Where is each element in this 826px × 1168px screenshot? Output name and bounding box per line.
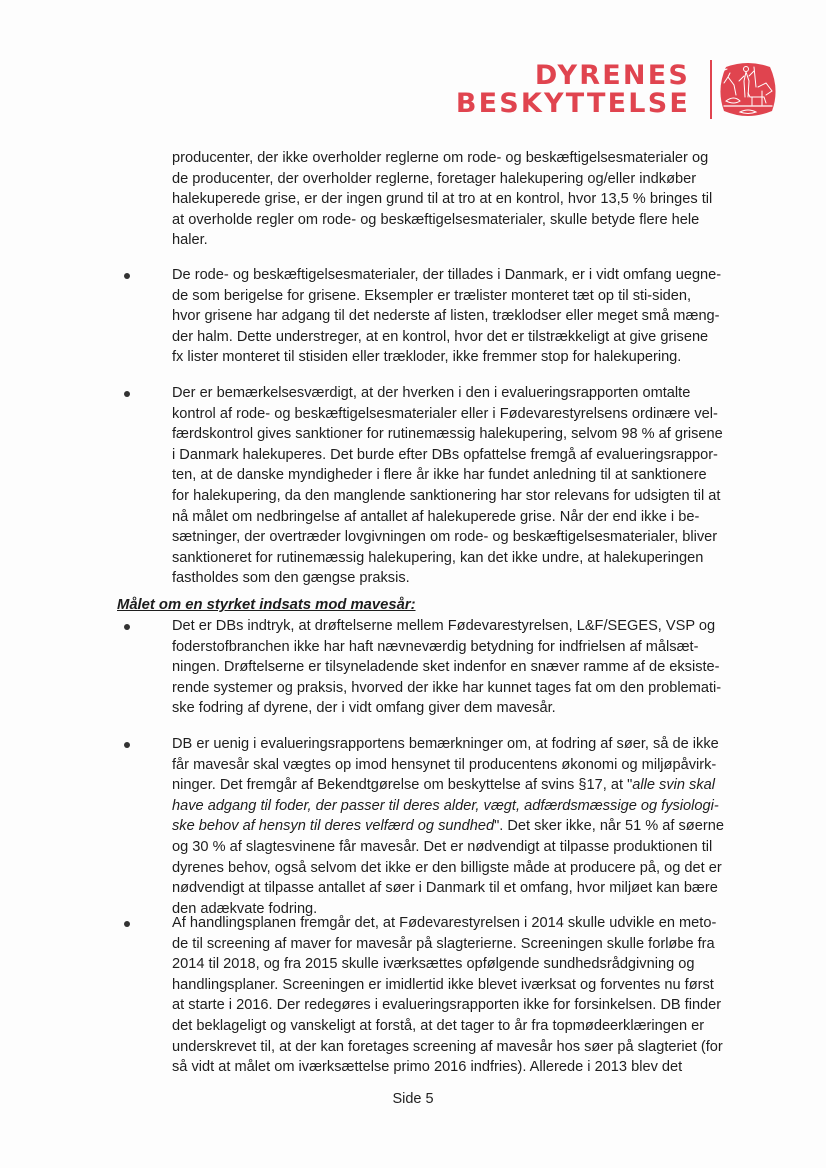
logo-line-2: BESKYTTELSE (455, 88, 690, 119)
text-span: ". Det sker ikke, når 51 % af søerne (494, 818, 724, 835)
bullet-icon (124, 391, 132, 399)
logo-line-1: DYRENES (534, 60, 690, 91)
text-line: halekuperede grise, er der ingen grund til at tro at en kontrol, hvor 13,5 % bringes til (172, 191, 713, 208)
text-line: ten, at de danske myndigheder i flere år ikke har fundet anledning til at sanktionere (172, 467, 707, 484)
bullet-paragraph-sanctions (172, 383, 723, 589)
text-line: for halekupering, da den manglende sanktionering har stor relevans for udsigten til at (172, 487, 721, 504)
text-line: og 30 % af slagtesvinene får mavesår. Det er nødvendigt at tilpasse produktionen til (172, 838, 713, 855)
text-line: Det er DBs indtryk, at drøftelserne mellem Fødevarestyrelsen, L&F/SEGES, VSP og (172, 618, 716, 634)
text-line: underskrevet til, at der kan foretages screening af mavesår hos søer på slagteriet (for (172, 1038, 723, 1055)
text-line: nå målet om nedbringelse af antallet af halekuperede grise. Når der end ikke i be- (172, 508, 700, 525)
quoted-regulation: alle svin skal (632, 777, 715, 794)
text-line: DB er uenig i evalueringsrapportens bemærkninger om, at fodring af søer, så de ikke (172, 736, 719, 752)
text-line: De rode- og beskæftigelsesmaterialer, der tillades i Danmark, er i vidt omfang uegne- (172, 267, 722, 283)
text-line: får mavesår skal vægtes op imod hensynet til producentens økonomi og miljøpåvirk- (172, 756, 717, 773)
bullet-paragraph-screening (172, 913, 723, 1078)
text-line: rende systemer og praksis, hvorved der ikke har kunnet tages fat om den problemati- (172, 679, 722, 696)
text-line: ningen. Drøftelserne er tilsyneladende sket indenfor en snæver ramme af de eksiste- (172, 659, 720, 676)
text-line: sætninger, der overtræder lovgivningen om rode- og beskæftigelsesmaterialer, bliver (172, 529, 718, 546)
text-line: Der er bemærkelsesværdigt, at der hverken i den i evalueringsrapporten omtalte (172, 385, 691, 401)
text-line: at starte i 2016. Der redegøres i evalueringsrapporten ikke for forsinkelsen. DB finder (172, 997, 722, 1014)
text-line: haler. (172, 232, 208, 249)
text-line: handlingsplaner. Screeningen er imidlertid ikke blevet iværksat og forventes nu først (172, 976, 714, 993)
text-line: de producenter, der overholder reglerne, foretager halekupering og/eller indkøber (172, 170, 697, 187)
bullet-icon (124, 273, 132, 281)
bullet-paragraph-feeding (172, 734, 724, 919)
bullet-paragraph-discussions (172, 616, 722, 719)
bullet-paragraph-enrichment-materials (172, 265, 722, 368)
text-line: dyrenes behov, også selvom det ikke er den billigste måde at producere på, og det er (172, 859, 722, 876)
text-line: det beklageligt og vanskeligt at forstå, at det tager to år fra topmødeerklæringen er (172, 1017, 705, 1034)
text-line: i Danmark halekuperes. Det burde efter DBs opfattelse fremgå af evalueringsrappor- (172, 446, 718, 463)
text-line: producenter, der ikke overholder reglerne om rode- og beskæftigelsesmaterialer og (172, 150, 709, 166)
text-line: Af handlingsplanen fremgår det, at Fødevarestyrelsen i 2014 skulle udvikle en meto- (172, 915, 717, 931)
text-line: hvor grisene har adgang til det nederste af listen, træklodser eller meget små mæng- (172, 308, 720, 325)
text-line (172, 816, 724, 837)
text-line: 2014 til 2018, og fra 2015 skulle iværksættes opfølgende sundhedsrådgivning og (172, 956, 695, 973)
animal-protection-seal-icon (718, 61, 778, 119)
text-line (172, 775, 715, 796)
text-span: ninger. Det fremgår af Bekendtgørelse om beskyttelse af svins §17, at " (172, 777, 633, 794)
text-line: foderstofbranchen ikke har haft nævneværdig betydning for indfrielsen af målsæt- (172, 638, 699, 655)
text-line: sanktioneret for rutinemæssig halekupering, kan det ikke undre, at halekuperingen (172, 549, 704, 566)
bullet-icon (124, 742, 132, 750)
logo-wordmark (456, 62, 690, 118)
text-line: den adækvate fodring. (172, 900, 318, 917)
section-heading: Målet om en styrket indsats mod mavesår: (117, 597, 416, 613)
text-line: nødvendigt at tilpasse antallet af søer i Danmark til et omfang, hvor miljøet kan bære (172, 880, 718, 897)
quoted-regulation: ske behov af hensyn til deres velfærd og sundhed (172, 818, 495, 835)
page-number: Side 5 (392, 1091, 434, 1107)
logo-divider (710, 60, 712, 119)
bullet-icon (124, 624, 132, 632)
text-line: færdskontrol gives sanktioner for rutinemæssig halekupering, selvom 98 % af grisene (172, 426, 723, 443)
text-line: at overholde regler om rode- og beskæftigelsesmaterialer, skulle betyde flere hele (172, 211, 700, 228)
text-line: de som berigelse for grisene. Eksempler er trælister monteret tæt op til sti-siden, (172, 287, 692, 304)
text-line: så vidt at målet om iværksættelse primo 2016 indfries). Allerede i 2013 blev det (172, 1059, 683, 1076)
text-line: fastholdes som den gængse praksis. (172, 570, 410, 587)
bullet-icon (124, 921, 132, 929)
text-line: kontrol af rode- og beskæftigelsesmaterialer eller i Fødevarestyrelsens ordinære vel- (172, 405, 718, 422)
text-line: de til screening af maver for mavesår på slagterierne. Screeningen skulle forløbe fra (172, 935, 715, 952)
quoted-regulation: have adgang til foder, der passer til deres alder, vægt, adfærdsmæssige og fysiologi- (172, 797, 719, 814)
text-line: ske fodring af dyrene, der i vidt omfang giver dem mavesår. (172, 700, 556, 717)
text-line: fx lister monteret til stisiden eller trækloder, ikke fremmer stop for halekupering. (172, 349, 682, 366)
intro-paragraph (172, 148, 712, 251)
text-line: der halm. Dette understreger, at en kontrol, hvor det er tilstrækkeligt at give grisene (172, 328, 709, 345)
